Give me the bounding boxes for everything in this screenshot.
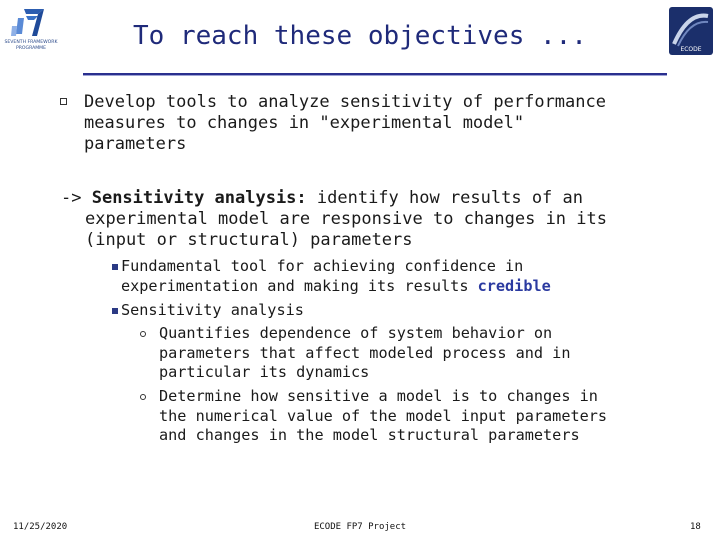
sub-bullet-fundamental-tool — [121, 257, 681, 296]
fp7-logo-text-2: PROGRAMME — [15, 46, 47, 51]
line-rest: identify how results of an — [306, 188, 583, 208]
filled-square-bullet-icon — [112, 264, 118, 270]
hollow-square-bullet-icon — [60, 98, 67, 105]
filled-square-bullet-icon — [112, 308, 118, 314]
ecode-logo-text: ECODE — [680, 46, 702, 53]
sub-bullet-line: Fundamental tool for achieving confidence in — [121, 257, 524, 275]
paragraph-line: experimental model are responsive to changes in its — [85, 209, 607, 229]
bullet-develop-tools — [84, 92, 684, 155]
subsub-line: parameters that affect modeled process and in — [159, 343, 571, 362]
circle-bullet-icon — [140, 331, 146, 337]
sub-bullet-line — [121, 277, 681, 297]
slide-title: To reach these objectives ... — [133, 21, 587, 51]
bullet-line: measures to changes in "experimental model" — [84, 113, 525, 133]
bullet-line: Develop tools to analyze sensitivity of performance — [84, 92, 606, 112]
footer-page-number: 18 — [690, 522, 701, 532]
footer-project: ECODE FP7 Project — [313, 522, 407, 532]
credible-highlight: credible — [477, 276, 551, 295]
circle-bullet-icon — [140, 394, 146, 400]
arrow-lead: -> — [61, 188, 92, 208]
sensitivity-analysis-paragraph — [61, 188, 701, 251]
bullet-line: parameters — [84, 134, 187, 154]
fp7-logo-text-1: SEVENTH FRAMEWORK — [4, 40, 58, 45]
subsub-line: Determine how sensitive a model is to changes in — [159, 387, 598, 405]
subsub-line: particular its dynamics — [159, 363, 370, 381]
subsub-line: and changes in the model structural parameters — [159, 426, 580, 444]
footer-date: 11/25/2020 — [13, 522, 68, 532]
title-divider — [83, 73, 667, 76]
paragraph-line: (input or structural) parameters — [85, 230, 413, 250]
sub-bullet-sensitivity-analysis: Sensitivity analysis — [121, 301, 304, 319]
bold-lead: Sensitivity analysis: — [91, 188, 307, 208]
paragraph-line — [61, 188, 701, 209]
subsub-line: the numerical value of the model input parameters — [159, 406, 608, 425]
subsub-bullet-determine — [159, 387, 679, 446]
subsub-bullet-quantifies — [159, 324, 679, 383]
subsub-line: Quantifies dependence of system behavior on — [159, 324, 553, 342]
sub-bullet-line-prefix: experimentation and making its results — [121, 276, 478, 295]
